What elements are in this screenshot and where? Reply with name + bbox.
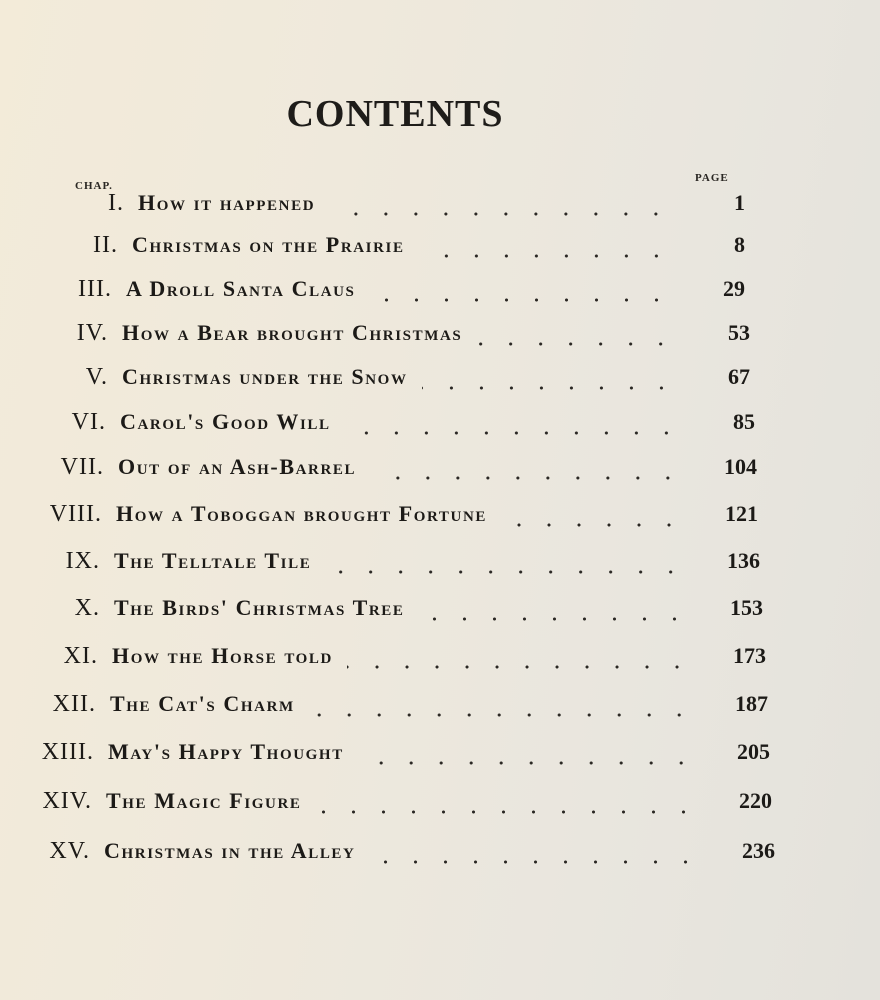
dot-leader <box>347 664 692 670</box>
chapter-title: Christmas on the Prairie <box>132 232 405 257</box>
dot-leader <box>345 430 681 436</box>
toc-entry <box>4 548 760 588</box>
chapter-title: The Cat's Charm <box>110 691 295 716</box>
toc-entry <box>16 276 745 316</box>
dot-leader <box>329 211 671 217</box>
dot-leader <box>370 297 672 303</box>
chapter-number: I. <box>108 190 124 216</box>
toc-entry <box>10 409 755 449</box>
dot-leader <box>358 760 696 766</box>
chapter-title: Out of an Ash-Barrel <box>118 454 357 479</box>
page-number: 8 <box>734 232 745 257</box>
page-number: 187 <box>735 691 768 716</box>
page-number: 1 <box>734 190 745 215</box>
page-number: 104 <box>724 454 757 479</box>
page-number: 236 <box>742 838 775 863</box>
chapter-number: III. <box>78 276 112 302</box>
chapter-number: VIII. <box>49 501 102 527</box>
toc-entry <box>28 190 745 230</box>
dot-leader <box>370 475 683 481</box>
toc-entry <box>12 320 750 360</box>
chapter-title: Carol's Good Will <box>120 409 331 434</box>
chapter-title: A Droll Santa Claus <box>126 276 356 301</box>
dot-leader <box>316 809 699 815</box>
chapter-number: XV. <box>49 838 90 864</box>
chapter-column-header: CHAP. <box>75 180 113 192</box>
dot-leader <box>419 616 689 622</box>
toc-entry <box>0 739 770 779</box>
page-number: 153 <box>730 595 763 620</box>
dot-leader <box>422 385 676 391</box>
page-number: 173 <box>733 643 766 668</box>
toc-entry <box>4 595 763 635</box>
toc-entry <box>8 454 757 494</box>
chapter-number: VII. <box>60 454 104 480</box>
chapter-number: IV. <box>76 320 108 346</box>
chapter-number: XIII. <box>41 739 94 765</box>
page-column-header: PAGE <box>695 172 729 184</box>
page-number: 136 <box>727 548 760 573</box>
chapter-title: Christmas under the Snow <box>122 364 408 389</box>
page-number: 85 <box>733 409 755 434</box>
chapter-number: II. <box>93 232 118 258</box>
chapter-title: How the Horse told <box>112 643 333 668</box>
chapter-title: How a Bear brought Christmas <box>122 320 463 345</box>
chapter-title: How a Toboggan brought Fortune <box>116 501 487 526</box>
chapter-title: The Telltale Tile <box>114 548 312 573</box>
page-number: 67 <box>728 364 750 389</box>
dot-leader <box>501 522 684 528</box>
page-number: 205 <box>737 739 770 764</box>
toc-entry <box>6 501 758 541</box>
chapter-number: IX. <box>65 548 100 574</box>
toc-entry <box>0 838 775 878</box>
chapter-number: XII. <box>52 691 96 717</box>
page-number: 220 <box>739 788 772 813</box>
chapter-number: VI. <box>71 409 106 435</box>
dot-leader <box>325 569 686 575</box>
page-number: 121 <box>725 501 758 526</box>
toc-entry <box>12 364 750 404</box>
chapter-title: How it happened <box>138 190 316 215</box>
page-number: 53 <box>728 320 750 345</box>
toc-entry <box>22 232 745 272</box>
chapter-number: XIV. <box>42 788 92 814</box>
dot-leader <box>419 253 671 259</box>
chapter-title: The Birds' Christmas Tree <box>114 595 405 620</box>
page-title: CONTENTS <box>286 93 504 135</box>
chapter-number: X. <box>74 595 100 621</box>
dot-leader <box>369 859 701 865</box>
chapter-title: May's Happy Thought <box>108 739 344 764</box>
dot-leader <box>309 712 694 718</box>
dot-leader <box>476 341 676 347</box>
chapter-number: V. <box>85 364 108 390</box>
toc-entry <box>0 788 772 828</box>
page-number: 29 <box>723 276 745 301</box>
chapter-title: Christmas in the Alley <box>104 838 356 863</box>
toc-entry <box>0 691 768 731</box>
toc-entry <box>2 643 766 683</box>
chapter-number: XI. <box>63 643 98 669</box>
chapter-title: The Magic Figure <box>106 788 302 813</box>
